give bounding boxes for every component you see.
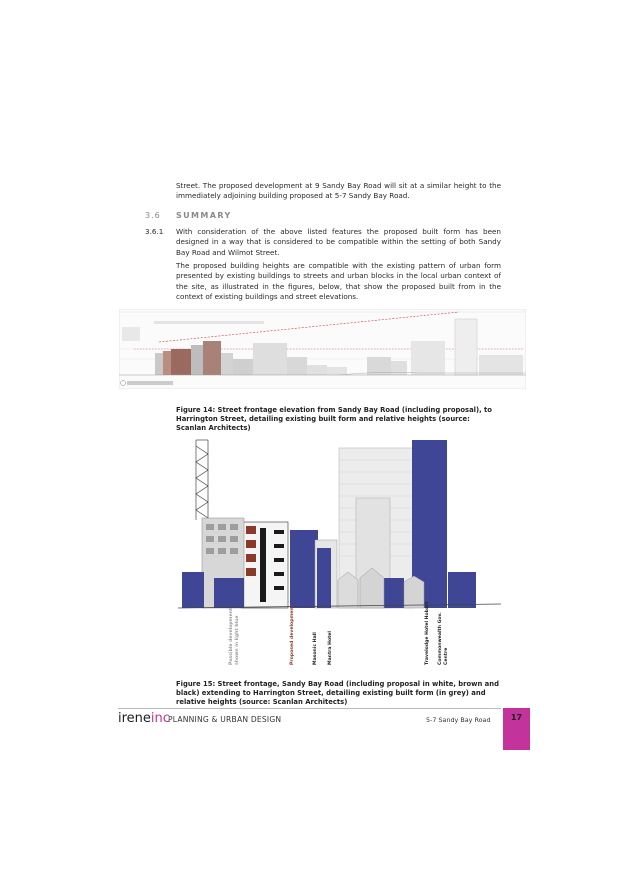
label-centre: Centre (444, 647, 449, 665)
summary-paragraph-2: The proposed building heights are compatible with the existing pattern of urban form presented by existing buildings to streets and urban blocks in the local urban context of the site, as illustrated in the figures, below, that show the proposed built from in the context of existing buildings and street elevations. (176, 261, 501, 302)
figure-15-caption: Figure 15: Street frontage, Sandy Bay Road (including proposal in white, brown and black) extending to Harrington Street, detailing existing built form (in grey) and relative heights (source: Scanlan Architects) (176, 680, 499, 707)
figure-15-street-frontage-drawing (178, 438, 501, 610)
intro-paragraph: Street. The proposed development at 9 Sandy Bay Road will sit at a similar height to the immediately adjoining building proposed at 5-7 Sandy Bay Road. (176, 181, 501, 201)
label-travelodge: Travelodge Hotel Hobart (425, 601, 430, 665)
brand-inc: inc (150, 711, 170, 726)
page-number: 17 (510, 713, 523, 722)
summary-paragraph-1: With consideration of the above listed features the proposed built form has been designed in a way that is considered to be compatible within the setting of both Sandy Bay Road and Wilmot Street. (176, 227, 501, 257)
label-possible-development: Possible development (229, 607, 234, 665)
label-commonwealth-gov: Commonwealth Gov. (438, 612, 443, 665)
figure-14-caption: Figure 14: Street frontage elevation from Sandy Bay Road (including proposal), to Harrington Street, detailing existing built form and relative heights (source: Scanlan Architects) (176, 406, 492, 433)
section-number: 3.6 (145, 211, 161, 220)
figure-14-elevation-drawing (119, 309, 526, 389)
label-shown-in-light-blue: shown in light blue (235, 615, 240, 665)
label-proposed-development: Proposed development (290, 605, 295, 665)
brand-logo (118, 711, 170, 726)
document-reference: 5-7 Sandy Bay Road (426, 716, 491, 724)
section-title: SUMMARY (176, 211, 232, 220)
brand-irene: irene (118, 711, 151, 726)
subsection-number: 3.6.1 (145, 227, 164, 236)
brand-subtitle: PLANNING & URBAN DESIGN (168, 715, 282, 724)
label-mantra-hotel: Mantra Hotel (328, 631, 333, 665)
footer-divider (118, 708, 501, 709)
label-masonic-hall: Masonic Hall (313, 632, 318, 665)
